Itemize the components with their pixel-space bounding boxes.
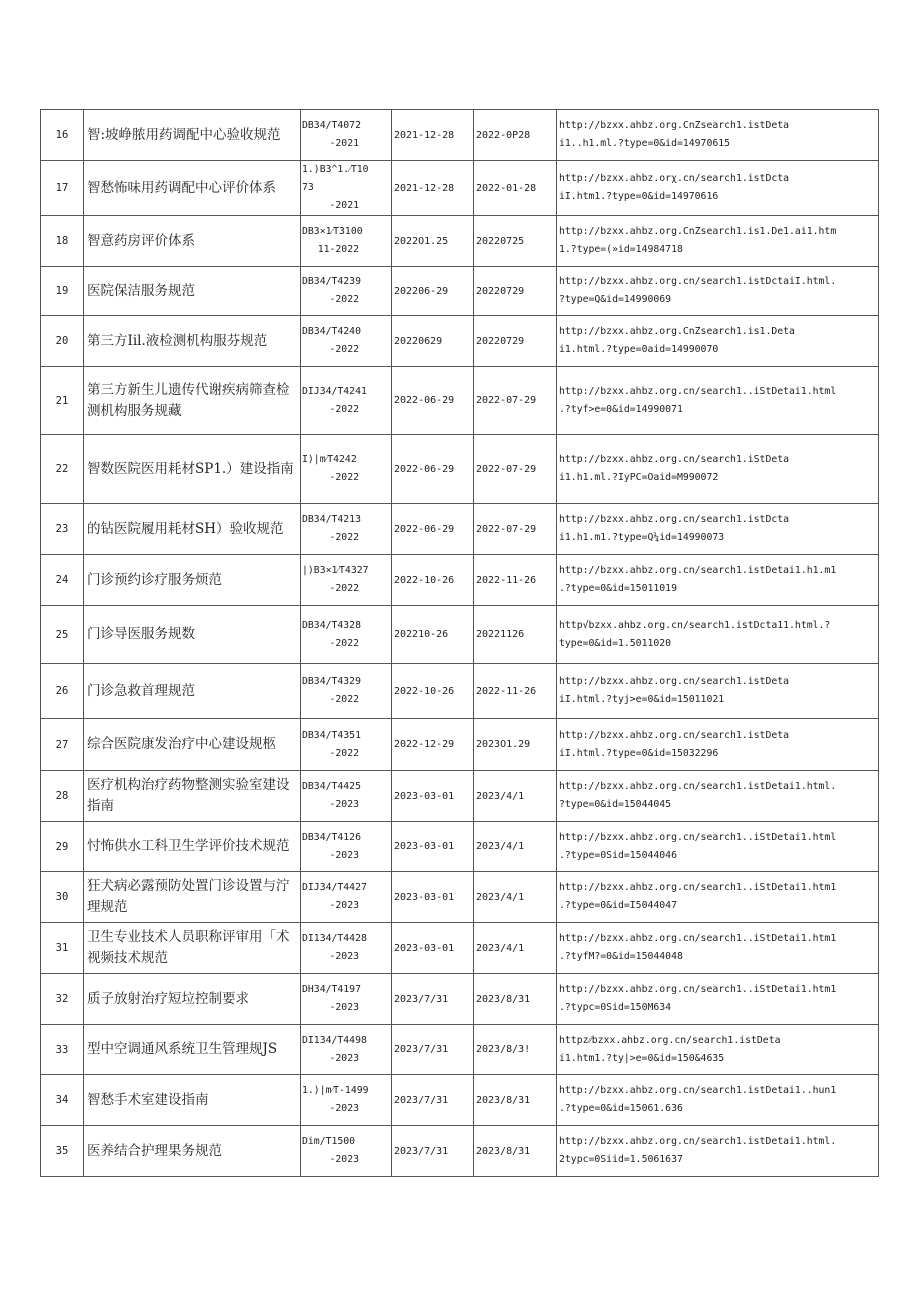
implementation-date: 2023O1.29 [474, 719, 557, 771]
standard-code-line1: DIJ34/T4241 [302, 385, 367, 397]
standard-code [301, 555, 392, 606]
detail-link-line2[interactable]: 2typc=0Siid=1.5061637 [559, 1154, 683, 1165]
detail-link-line2[interactable]: i1.h1.ml.?IyPC=Oaid=M990072 [559, 472, 719, 483]
detail-link-line1[interactable]: http://bzxx.ahbz.org.cn/search1.istDetai1.html. [559, 1136, 837, 1147]
detail-link-line1[interactable]: http://bzxx.ahbz.org.cn/search1..iStDetai1.html [559, 831, 837, 843]
standard-code [301, 872, 392, 923]
standard-code [301, 110, 392, 161]
standard-code-line2: -2023 [329, 951, 359, 962]
standard-code-line1: DH34/T4197 [302, 984, 361, 995]
standard-code-line1: DI134/T4498 [302, 1034, 367, 1046]
standard-name: 门诊急救首理规范 [84, 664, 301, 719]
issue-date: 2023/7/31 [392, 974, 474, 1025]
row-number: 17 [41, 161, 84, 216]
standard-name: 型中空调通风系统卫生管理规JS [84, 1025, 301, 1075]
implementation-date: 20220725 [474, 216, 557, 267]
table-row [41, 110, 879, 161]
detail-link-line2[interactable]: iI.htm1.?type=0&id=14970616 [559, 191, 719, 202]
detail-link[interactable] [557, 974, 879, 1025]
detail-link[interactable] [557, 923, 879, 974]
detail-link-line2[interactable]: iI.html.?tyj>e=0&id=15011021 [559, 694, 725, 705]
standard-code-line1: DB34/T4328 [302, 619, 361, 631]
standard-name: 质子放射治疗短垃控制要求 [84, 974, 301, 1025]
detail-link-line2[interactable]: .?tyfM?=0&id=15044048 [559, 951, 683, 962]
standard-code [301, 822, 392, 872]
issue-date: 2023-03-01 [392, 771, 474, 822]
detail-link[interactable] [557, 216, 879, 267]
standard-name: 忖怖供水工科卫生学评价技术规范 [84, 822, 301, 872]
table-row [41, 719, 879, 771]
standard-code-line1: DB34/T4329 [302, 676, 361, 687]
standard-code [301, 664, 392, 719]
detail-link[interactable] [557, 267, 879, 316]
detail-link[interactable] [557, 316, 879, 367]
detail-link-line2[interactable]: i1.html.?type=0aid=14990070 [559, 344, 719, 355]
issue-date: 2021-12-28 [392, 110, 474, 161]
standard-code-line2: -2022 [329, 294, 359, 305]
standard-code-line1: DB34/T4213 [302, 514, 361, 525]
detail-link[interactable] [557, 555, 879, 606]
standard-code-line1: I)|m⁄T4242 [302, 454, 357, 465]
detail-link-line2[interactable]: type=0&id=1.5011020 [559, 637, 672, 649]
standard-code-line2: -2023 [329, 900, 359, 911]
standard-code-line2: -2022 [329, 532, 359, 543]
table-row [41, 1075, 879, 1126]
standards-table-body [41, 110, 879, 1177]
detail-link[interactable] [557, 872, 879, 923]
standard-code-line2: -2021 [329, 200, 359, 211]
standard-code [301, 435, 392, 504]
standard-code-line2: -2021 [329, 138, 359, 149]
implementation-date: 2022-0P28 [474, 110, 557, 161]
standard-name: 的钻医院履用耗材SH）验收规范 [84, 504, 301, 555]
standard-code-line1: DB34/T4425 [302, 781, 361, 792]
detail-link[interactable] [557, 822, 879, 872]
detail-link-line1[interactable]: http://bzxx.ahbz.org.cn/search1.istDeta [559, 729, 790, 741]
row-number: 32 [41, 974, 84, 1025]
detail-link-line1[interactable]: http://bzxx.ahbz.org.CnZsearch1.is1.Deta [559, 326, 795, 337]
standard-name: 医养结合护理果务规范 [84, 1126, 301, 1177]
issue-date: 2022O1.25 [392, 216, 474, 267]
standard-code-line2: -2023 [329, 1103, 359, 1114]
standard-name: 智愁手术室建设指南 [84, 1075, 301, 1126]
standard-code-line1: DB34/T4351 [302, 729, 361, 741]
row-number: 23 [41, 504, 84, 555]
table-row [41, 1126, 879, 1177]
detail-link[interactable] [557, 719, 879, 771]
detail-link-line1[interactable]: http://bzxx.ahbz.org.cn/search1..iStDetai1.htm1 [559, 882, 837, 893]
detail-link[interactable] [557, 367, 879, 435]
detail-link[interactable] [557, 1075, 879, 1126]
row-number: 33 [41, 1025, 84, 1075]
table-row [41, 504, 879, 555]
detail-link-line1[interactable]: http://bzxx.ahbz.org.cn/search1.istDctaiI.html. [559, 276, 837, 287]
standard-code [301, 367, 392, 435]
standard-code [301, 316, 392, 367]
implementation-date: 2022-01-28 [474, 161, 557, 216]
detail-link-line1[interactable]: http://bzxx.ahbz.org.cn/search1..iStDetai1.html [559, 385, 837, 397]
implementation-date: 2022-11-26 [474, 555, 557, 606]
standard-code-line1: DB34/T4239 [302, 276, 361, 287]
row-number: 27 [41, 719, 84, 771]
detail-link[interactable] [557, 435, 879, 504]
standard-code-line2: -2022 [329, 583, 359, 594]
table-row [41, 872, 879, 923]
issue-date: 2023-03-01 [392, 923, 474, 974]
standard-name: 狂犬病必露预防处置门诊设置与泞理规范 [84, 872, 301, 923]
standard-code [301, 719, 392, 771]
row-number: 21 [41, 367, 84, 435]
issue-date: 2023-03-01 [392, 872, 474, 923]
standard-code-line1: 1.)|m⁄T-1499 [302, 1085, 369, 1096]
detail-link[interactable] [557, 1126, 879, 1177]
standard-name: 智意药房评价体系 [84, 216, 301, 267]
table-row [41, 267, 879, 316]
table-row [41, 771, 879, 822]
row-number: 28 [41, 771, 84, 822]
detail-link-line2[interactable]: ?type=0&id=15044045 [559, 799, 672, 810]
detail-link-line2[interactable]: .?tyf>e=0&id=14990071 [559, 403, 683, 415]
table-row [41, 923, 879, 974]
standard-name: 门诊导医服务规数 [84, 606, 301, 664]
standard-code-line2: -2023 [329, 1154, 359, 1165]
standard-code-line1: DB34/T4126 [302, 831, 361, 843]
detail-link-line2[interactable]: i1.h1.m1.?type=Q¼id=14990073 [559, 532, 725, 543]
table-row [41, 316, 879, 367]
detail-link-line1[interactable]: http://bzxx.ahbz.orχ.cn/search1.istDcta [559, 173, 790, 184]
detail-link-line1[interactable]: httpz⁄⁄bzxx.ahbz.org.cn/search1.istDeta [559, 1034, 781, 1046]
detail-link-line2[interactable]: .?type=0&id=15061.636 [559, 1103, 683, 1114]
standard-code [301, 923, 392, 974]
standard-code-line2: -2022 [329, 747, 359, 759]
detail-link-line1[interactable]: http://bzxx.ahbz.org.cn/search1.istDetai1.html. [559, 781, 837, 792]
standard-code-line2: 11-2022 [317, 244, 359, 255]
row-number: 19 [41, 267, 84, 316]
detail-link-line2[interactable]: .?type=0&id=15011019 [559, 583, 677, 594]
row-number: 29 [41, 822, 84, 872]
issue-date: 2023/7/31 [392, 1075, 474, 1126]
issue-date: 2022-12-29 [392, 719, 474, 771]
table-row [41, 435, 879, 504]
table-row [41, 367, 879, 435]
detail-link[interactable] [557, 110, 879, 161]
table-row [41, 664, 879, 719]
standard-code-line1: DIJ34/T4427 [302, 882, 367, 893]
detail-link-line2[interactable]: i1.htm1.?ty|>e=0&id=150&4635 [559, 1052, 725, 1064]
implementation-date: 2023/8/31 [474, 1075, 557, 1126]
standard-code [301, 974, 392, 1025]
issue-date: 2022-10-26 [392, 555, 474, 606]
implementation-date: 2023/4/1 [474, 872, 557, 923]
row-number: 25 [41, 606, 84, 664]
standard-code-line2: -2023 [329, 1052, 359, 1064]
detail-link-line1[interactable]: http://bzxx.ahbz.org.cn/search1..iStDetai1.htm1 [559, 933, 837, 944]
detail-link-line1[interactable]: http√bzxx.ahbz.org.cn/search1.istDcta11.html.? [559, 619, 831, 631]
table-row [41, 822, 879, 872]
standard-name: 门诊预约诊疗服务烦范 [84, 555, 301, 606]
issue-date: 20220629 [392, 316, 474, 367]
issue-date: 2021-12-28 [392, 161, 474, 216]
implementation-date: 2023/4/1 [474, 822, 557, 872]
standard-name: 第三方新生儿遗传代谢疾病筛查检测机构服务规藏 [84, 367, 301, 435]
detail-link-line1[interactable]: http://bzxx.ahbz.org.cn/search1.istDeta [559, 676, 790, 687]
standard-name: 医疗机构治疗药物整测实验室建设指南 [84, 771, 301, 822]
detail-link-line1[interactable]: http://bzxx.ahbz.org.cn/search1.iStDeta [559, 454, 790, 465]
standard-code [301, 1075, 392, 1126]
detail-link-line1[interactable]: http://bzxx.ahbz.org.CnZsearch1.is1.De1.ai1.htm [559, 226, 837, 237]
detail-link-line2[interactable]: iI.html.?type=0&id=15032296 [559, 747, 719, 759]
standard-code [301, 606, 392, 664]
standard-code-line1: |)B3×1⁄T4327 [302, 565, 369, 576]
row-number: 24 [41, 555, 84, 606]
row-number: 20 [41, 316, 84, 367]
implementation-date: 2022-07-29 [474, 367, 557, 435]
detail-link[interactable] [557, 771, 879, 822]
detail-link-line2[interactable]: ?type=Q&id=14990069 [559, 294, 672, 305]
implementation-date: 2023/4/1 [474, 923, 557, 974]
standard-name: 医院保洁服务规范 [84, 267, 301, 316]
standard-code [301, 1025, 392, 1075]
implementation-date: 2023/8/3! [474, 1025, 557, 1075]
standard-code-line2: -2023 [329, 799, 359, 810]
standard-code-line2: -2023 [329, 849, 359, 861]
implementation-date: 2023/8/31 [474, 974, 557, 1025]
detail-link-line2[interactable]: .?type=0&id=I5044047 [559, 900, 677, 911]
issue-date: 2023-03-01 [392, 822, 474, 872]
standard-name: 智愁怖味用药调配中心评价体系 [84, 161, 301, 216]
standard-name: 卫生专业技术人员职称评审用「术视频技术规范 [84, 923, 301, 974]
implementation-date: 20221126 [474, 606, 557, 664]
issue-date: 2022-10-26 [392, 664, 474, 719]
issue-date: 202206-29 [392, 267, 474, 316]
row-number: 31 [41, 923, 84, 974]
standard-code [301, 161, 392, 216]
standard-name: 智:坡峥脓用药调配中心验收规范 [84, 110, 301, 161]
standard-code-line1: Dim/T1500 [302, 1136, 356, 1147]
implementation-date: 20220729 [474, 267, 557, 316]
detail-link[interactable] [557, 161, 879, 216]
detail-link[interactable] [557, 606, 879, 664]
detail-link-line2[interactable]: .?type=0Sid=15044046 [559, 849, 677, 861]
standard-code-line2: -2022 [329, 344, 359, 355]
implementation-date: 2022-07-29 [474, 504, 557, 555]
standards-table [40, 109, 879, 1177]
table-row [41, 555, 879, 606]
detail-link-line1[interactable]: http://bzxx.ahbz.org.cn/search1..iStDetai1.htm1 [559, 984, 837, 995]
row-number: 26 [41, 664, 84, 719]
standard-code-line2: -2023 [329, 1002, 359, 1013]
row-number: 35 [41, 1126, 84, 1177]
standard-code-line1: 1.)B3^1.⁄T10 73 [302, 164, 369, 193]
standard-code-line1: DB3×1⁄T3100 [302, 226, 363, 237]
row-number: 18 [41, 216, 84, 267]
issue-date: 2022-06-29 [392, 435, 474, 504]
standard-code [301, 216, 392, 267]
implementation-date: 20220729 [474, 316, 557, 367]
standard-code-line1: DI134/T4428 [302, 933, 367, 944]
detail-link-line1[interactable]: http://bzxx.ahbz.org.cn/search1.istDetai1.h1.m1 [559, 565, 837, 576]
detail-link[interactable] [557, 504, 879, 555]
implementation-date: 2023/4/1 [474, 771, 557, 822]
detail-link-line1[interactable]: http://bzxx.ahbz.org.cn/search1.istDcta [559, 514, 790, 525]
standard-name: 第三方Iil.液检测机构服芬规范 [84, 316, 301, 367]
standard-code-line2: -2022 [329, 694, 359, 705]
issue-date: 202210-26 [392, 606, 474, 664]
standard-name: 智数医院医用耗材SP1.）建设指南 [84, 435, 301, 504]
detail-link-line1[interactable]: http://bzxx.ahbz.org.CnZsearch1.istDeta [559, 120, 790, 131]
table-row [41, 1025, 879, 1075]
standard-code [301, 267, 392, 316]
detail-link[interactable] [557, 664, 879, 719]
standard-name: 综合医院康发治疗中心建设规柩 [84, 719, 301, 771]
standard-code [301, 504, 392, 555]
issue-date: 2023/7/31 [392, 1025, 474, 1075]
standard-code-line2: -2022 [329, 637, 359, 649]
standard-code-line1: DB34/T4072 [302, 120, 361, 131]
table-row [41, 161, 879, 216]
standard-code-line2: -2022 [329, 403, 359, 415]
implementation-date: 2022-11-26 [474, 664, 557, 719]
standard-code-line1: DB34/T4240 [302, 326, 361, 337]
row-number: 16 [41, 110, 84, 161]
row-number: 22 [41, 435, 84, 504]
issue-date: 2022-06-29 [392, 367, 474, 435]
detail-link-line2[interactable]: 1.?type=(»id=14984718 [559, 244, 683, 255]
implementation-date: 2023/8/31 [474, 1126, 557, 1177]
table-row [41, 974, 879, 1025]
detail-link[interactable] [557, 1025, 879, 1075]
detail-link-line2[interactable]: i1..h1.ml.?type=0&id=14970615 [559, 138, 731, 149]
table-row [41, 606, 879, 664]
table-row [41, 216, 879, 267]
row-number: 30 [41, 872, 84, 923]
standard-code-line2: -2022 [329, 472, 359, 483]
row-number: 34 [41, 1075, 84, 1126]
standard-code [301, 1126, 392, 1177]
detail-link-line1[interactable]: http://bzxx.ahbz.org.cn/search1.istDetai1..hun1 [559, 1085, 837, 1096]
implementation-date: 2022-07-29 [474, 435, 557, 504]
detail-link-line2[interactable]: .?typc=0Sid=150M634 [559, 1002, 672, 1013]
issue-date: 2023/7/31 [392, 1126, 474, 1177]
issue-date: 2022-06-29 [392, 504, 474, 555]
standard-code [301, 771, 392, 822]
